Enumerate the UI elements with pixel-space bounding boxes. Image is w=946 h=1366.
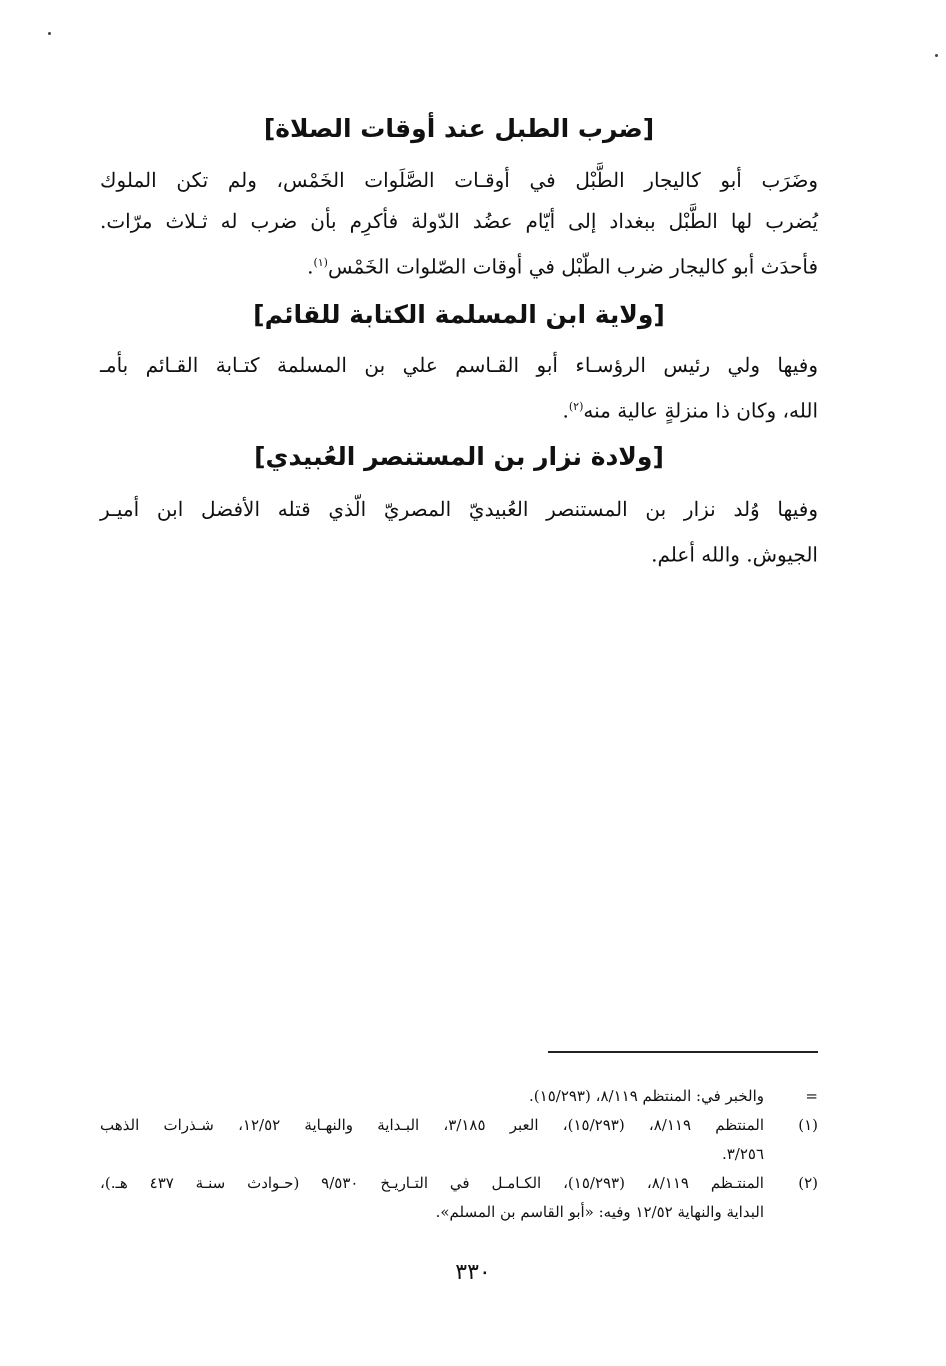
footnote-marker: (١) (798, 1116, 818, 1134)
page-number: ٣٣٠ (455, 1260, 491, 1285)
paragraph-line-end: . (562, 398, 569, 423)
paragraph-line: يُضرب لها الطَّبْل ببغداد إلى أيّام عضُد الدّولة فأكرِم بأن ضرب له ثـلاث مرّات. (100, 209, 818, 233)
footnote-reference: (٢) (568, 400, 584, 413)
paragraph-line (100, 386, 818, 432)
footnote-2 (100, 1169, 818, 1227)
section-heading-ibn-al-muslima-appointment: [ولاية ابن المسلمة الكتابة للقائم] (253, 300, 665, 329)
section-paragraph-birth-of-nizar (100, 489, 818, 576)
footnote-separator (548, 1051, 818, 1053)
paragraph-line-end: . (307, 254, 314, 279)
footnote-1 (100, 1111, 818, 1169)
scan-speck (48, 32, 51, 35)
footnote-reference: (١) (313, 256, 328, 269)
footnote-line: المنتـظم ٨/١١٩، (١٥/٢٩٣)، الكـامـل في التـاريـخ ٩/٥٣٠ (حـوادث سنـة ٤٣٧ هـ.)، (100, 1174, 764, 1192)
footnotes (100, 1082, 818, 1227)
paragraph-line: وفيها وُلد نزار بن المستنصر العُبيديّ المصريّ الّذي قتله الأفضل ابن أميـر (100, 497, 818, 521)
section-heading-birth-of-nizar: [ولادة نزار بن المستنصر العُبيدي] (254, 442, 664, 471)
footnote-line: والخبر في: المنتظم ٨/١١٩، (١٥/٢٩٣). (529, 1087, 764, 1105)
paragraph-line (100, 530, 818, 576)
paragraph-line-text: الجيوش. والله أعلم. (651, 542, 818, 567)
section-heading-drum-at-prayer-times: [ضرب الطبل عند أوقات الصلاة] (263, 114, 655, 143)
footnote-line: ٣/٢٥٦. (721, 1145, 764, 1163)
paragraph-line (100, 242, 818, 288)
paragraph-line-text: الله، وكان ذا منزلةٍ عالية منه (583, 398, 818, 423)
section-paragraph-drum-at-prayer-times (100, 160, 818, 288)
paragraph-line-text: فأحدَث أبو كاليجار ضرب الطّبْل في أوقات الصّلوات الخَمْس (327, 254, 818, 279)
paragraph-line: وفيها ولي رئيس الرؤسـاء أبو القـاسم علي بن المسلمة كتـابة القـائم بأمـ (100, 353, 818, 377)
scan-speck (935, 54, 938, 57)
footnote-line: المنتظم ٨/١١٩، (١٥/٢٩٣)، العبر ٣/١٨٥، البـداية والنهـاية ١٢/٥٢، شـذرات الذهب (100, 1116, 764, 1134)
section-paragraph-ibn-al-muslima-appointment (100, 345, 818, 432)
footnote-marker: (٢) (798, 1174, 818, 1192)
footnote-line: البداية والنهاية ١٢/٥٢ وفيه: «أبو القاسم بن المسلم». (435, 1203, 764, 1221)
paragraph-line: وضَرَب أبو كاليجار الطَّبْل في أوقـات الصَّلَوات الخَمْس، ولم تكن الملوك (100, 168, 818, 192)
footnote-continued (100, 1082, 818, 1111)
footnote-marker: = (805, 1087, 818, 1105)
